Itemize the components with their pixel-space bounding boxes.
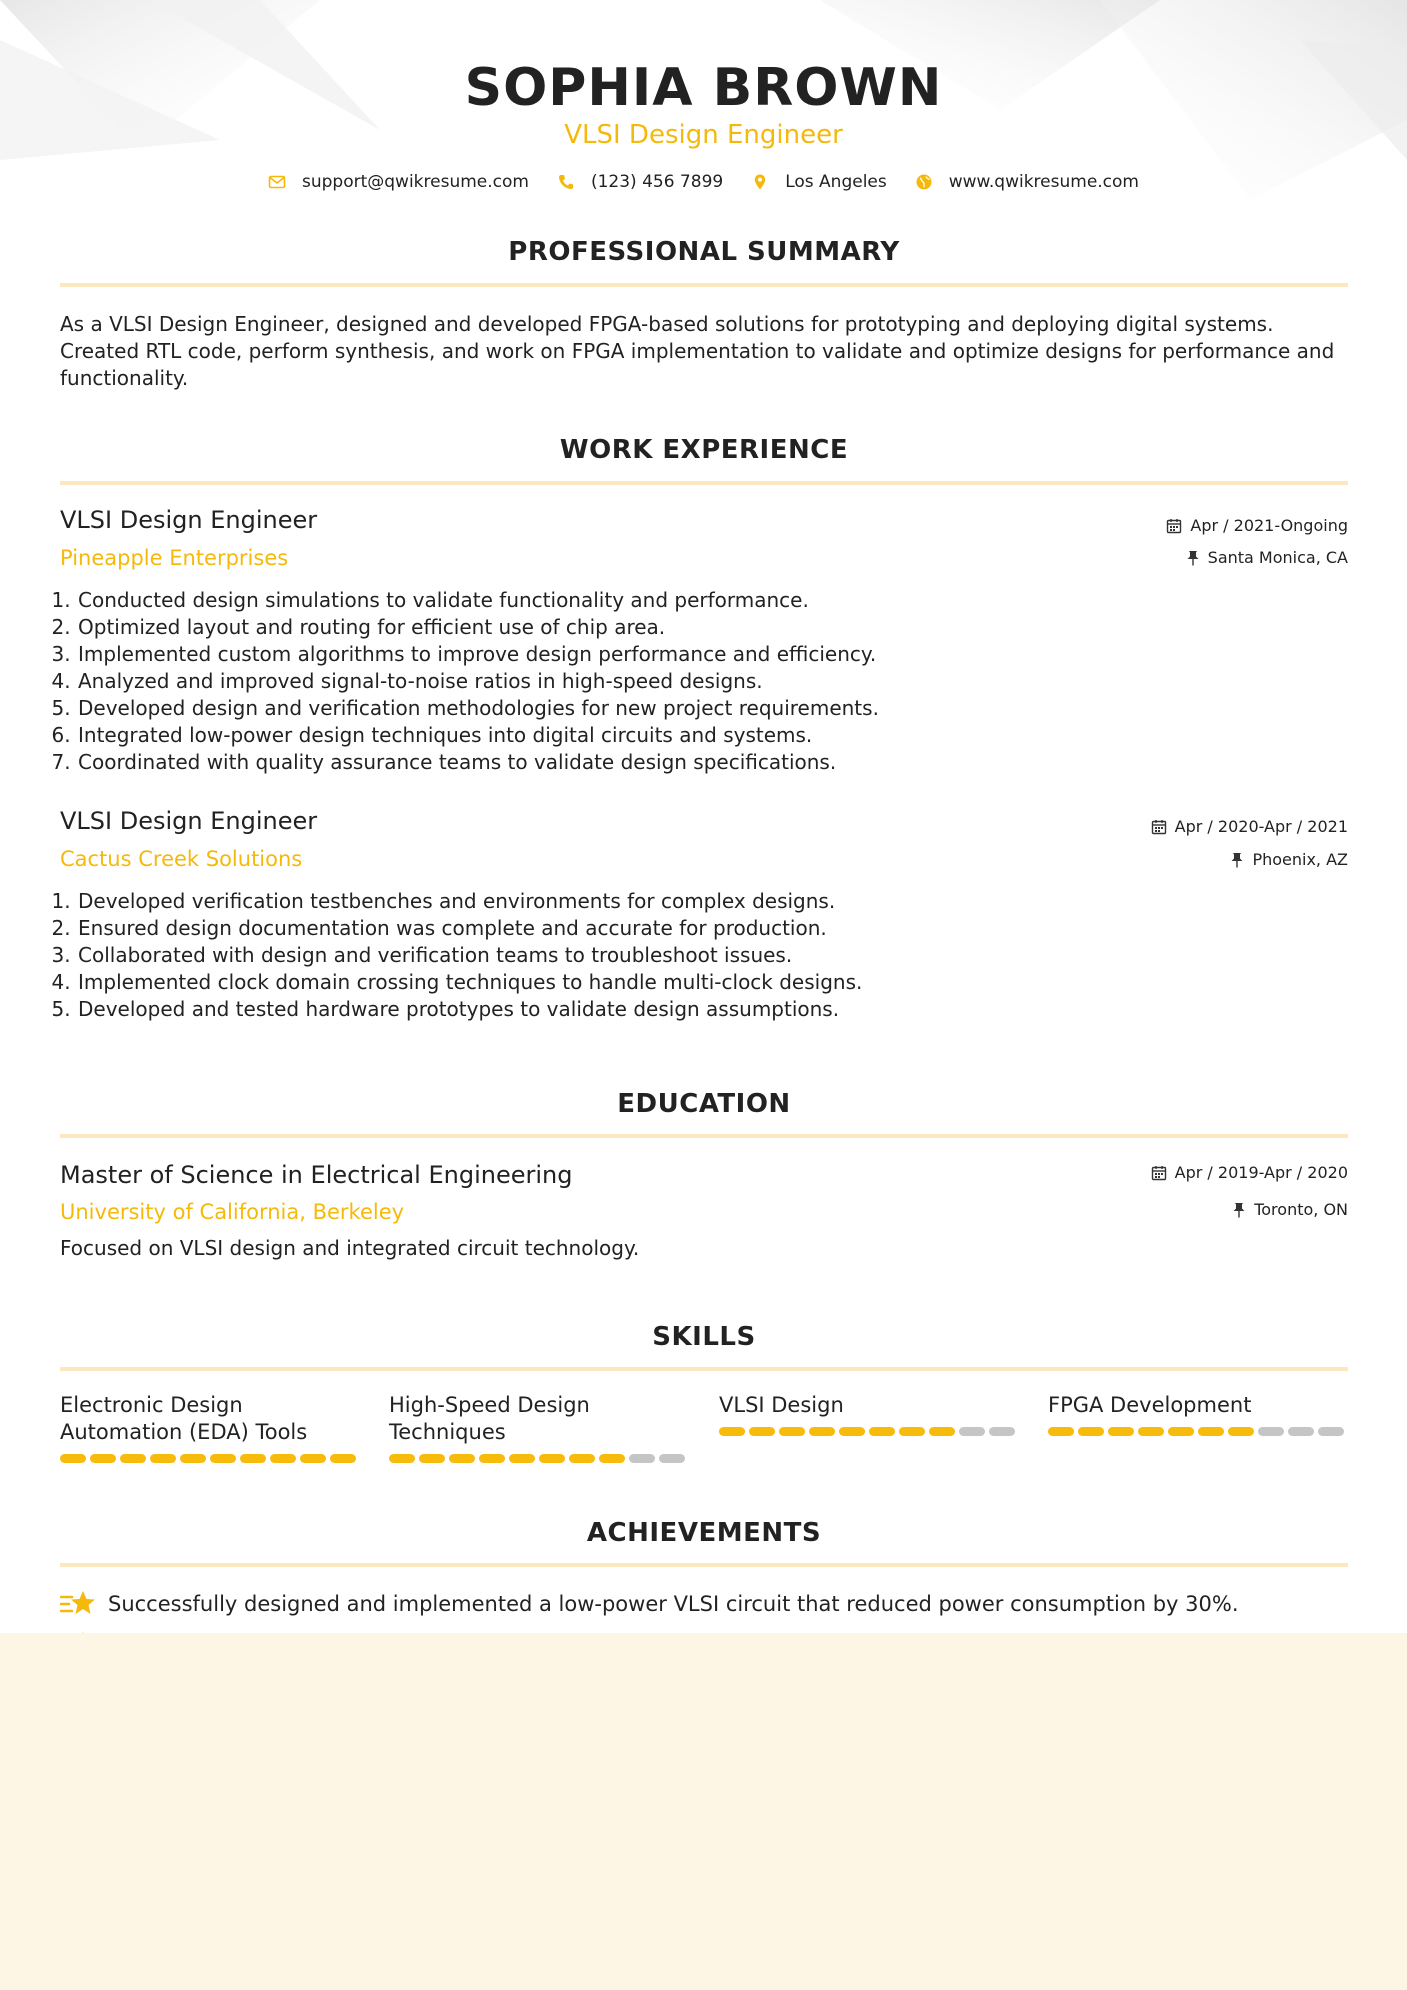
skill-dot-filled (210, 1454, 236, 1463)
list-item: 3. Collaborated with design and verification teams to troubleshoot issues. (77, 942, 1277, 969)
pushpin-icon (1230, 852, 1244, 868)
calendar-icon (1151, 1165, 1167, 1181)
skill-dot-filled (419, 1454, 445, 1463)
job-2-responsibilities (77, 888, 1277, 1023)
education-heading: EDUCATION (617, 1089, 791, 1119)
job-1-date (1166, 516, 1348, 535)
education-description: Focused on VLSI design and integrated circuit technology. (60, 1236, 640, 1260)
skill-dot-filled (839, 1427, 865, 1436)
skill-dot-filled (389, 1454, 415, 1463)
achievement-text: Successfully designed and implemented a low-power VLSI circuit that reduced power consumption by 30%. (108, 1592, 1239, 1616)
job-2-location-text: Phoenix, AZ (1252, 850, 1348, 869)
skill-dot-filled (869, 1427, 895, 1436)
list-item: 5. Developed and tested hardware prototypes to validate design assumptions. (77, 996, 1277, 1023)
skill-dot-empty (989, 1427, 1015, 1436)
skill-dot-filled (1198, 1427, 1224, 1436)
skill-dot-filled (509, 1454, 535, 1463)
skill-dot-empty (1288, 1427, 1314, 1436)
candidate-title: VLSI Design Engineer (564, 120, 843, 150)
achievements-divider (60, 1563, 1348, 1567)
contact-website[interactable] (915, 172, 1139, 192)
education-date-text: Apr / 2019-Apr / 2020 (1174, 1163, 1348, 1182)
job-2-date (1151, 817, 1348, 836)
list-item: 1. Developed verification testbenches and environments for complex designs. (77, 888, 1277, 915)
job-1-location-text: Santa Monica, CA (1207, 548, 1348, 567)
list-item: 7. Coordinated with quality assurance teams to validate design specifications. (77, 749, 1277, 776)
contact-email-text: support@qwikresume.com (302, 172, 529, 192)
skill-dot-empty (1318, 1427, 1344, 1436)
skill-dot-filled (599, 1454, 625, 1463)
skill-dot-filled (60, 1454, 86, 1463)
skill-dot-filled (1138, 1427, 1164, 1436)
education-degree: Master of Science in Electrical Engineering (60, 1161, 573, 1189)
skill-dot-filled (479, 1454, 505, 1463)
job-2-company: Cactus Creek Solutions (60, 847, 303, 871)
summary-heading: PROFESSIONAL SUMMARY (508, 237, 900, 267)
skill-dot-filled (1078, 1427, 1104, 1436)
page-cutoff-fill (0, 1633, 1407, 1990)
skill-dot-empty (659, 1454, 685, 1463)
skill-dot-filled (569, 1454, 595, 1463)
skill-item (719, 1392, 1019, 1436)
skill-name: FPGA Development (1048, 1393, 1252, 1417)
shooting-star-icon (60, 1589, 96, 1619)
skill-dot-empty (959, 1427, 985, 1436)
skill-dot-empty (629, 1454, 655, 1463)
list-item: 2. Ensured design documentation was complete and accurate for production. (77, 915, 1277, 942)
pushpin-icon (1232, 1202, 1246, 1218)
skill-level-bar (389, 1454, 689, 1463)
skill-name: Electronic Design Automation (EDA) Tools (60, 1393, 308, 1444)
list-item: 4. Analyzed and improved signal-to-noise ratios in high-speed designs. (77, 668, 1277, 695)
education-location (1232, 1200, 1348, 1219)
summary-text: As a VLSI Design Engineer, designed and developed FPGA-based solutions for prototyping and deploying digital systems. Created RTL code, perform synthesis, and work on FPGA implementation to validate and optimize designs for performance and functionality. (60, 312, 1335, 390)
skill-dot-filled (539, 1454, 565, 1463)
job-1-location (1186, 548, 1348, 567)
skill-dot-filled (749, 1427, 775, 1436)
job-2-date-text: Apr / 2020-Apr / 2021 (1174, 817, 1348, 836)
list-item: 3. Implemented custom algorithms to improve design performance and efficiency. (77, 641, 1277, 668)
skill-level-bar (60, 1454, 360, 1463)
skill-level-bar (719, 1427, 1019, 1436)
contact-email[interactable] (268, 172, 529, 192)
contact-website-text: www.qwikresume.com (948, 172, 1139, 192)
skill-dot-filled (899, 1427, 925, 1436)
education-date (1151, 1163, 1348, 1182)
education-school: University of California, Berkeley (60, 1200, 405, 1224)
skill-level-bar (1048, 1427, 1348, 1436)
list-item: 6. Integrated low-power design techniques into digital circuits and systems. (77, 722, 1277, 749)
calendar-icon (1166, 518, 1182, 534)
list-item: 5. Developed design and verification methodologies for new project requirements. (77, 695, 1277, 722)
skills-heading: SKILLS (652, 1322, 756, 1352)
skill-dot-filled (150, 1454, 176, 1463)
contact-phone-text: (123) 456 7899 (590, 172, 724, 192)
job-1-responsibilities (77, 587, 1277, 776)
skill-dot-filled (1168, 1427, 1194, 1436)
experience-divider (60, 481, 1348, 485)
contact-bar (0, 172, 1407, 192)
education-divider (60, 1134, 1348, 1138)
skill-item (60, 1392, 360, 1463)
job-2-location (1230, 850, 1348, 869)
globe-icon (915, 173, 933, 191)
pushpin-icon (1186, 550, 1200, 566)
job-1-title: VLSI Design Engineer (60, 506, 318, 534)
skill-name: VLSI Design (719, 1393, 844, 1417)
skill-dot-filled (929, 1427, 955, 1436)
skill-dot-filled (330, 1454, 356, 1463)
list-item: 1. Conducted design simulations to validate functionality and performance. (77, 587, 1277, 614)
skill-dot-filled (449, 1454, 475, 1463)
skill-dot-filled (1228, 1427, 1254, 1436)
skill-dot-filled (300, 1454, 326, 1463)
skill-dot-filled (719, 1427, 745, 1436)
achievements-heading: ACHIEVEMENTS (586, 1518, 822, 1548)
skill-dot-filled (90, 1454, 116, 1463)
skill-name: High-Speed Design Techniques (389, 1393, 590, 1444)
skill-dot-filled (1048, 1427, 1074, 1436)
skills-divider (60, 1367, 1348, 1371)
job-2-title: VLSI Design Engineer (60, 807, 318, 835)
summary-divider (60, 283, 1348, 287)
candidate-name: SOPHIA BROWN (464, 58, 943, 118)
contact-phone[interactable] (557, 172, 723, 192)
contact-location (751, 172, 887, 192)
skill-dot-filled (180, 1454, 206, 1463)
contact-location-text: Los Angeles (785, 172, 887, 192)
map-marker-icon (751, 173, 769, 191)
skill-dot-filled (240, 1454, 266, 1463)
experience-heading: WORK EXPERIENCE (559, 435, 849, 465)
education-location-text: Toronto, ON (1254, 1200, 1348, 1219)
skill-dot-empty (1258, 1427, 1284, 1436)
envelope-icon (268, 173, 286, 191)
skill-dot-filled (270, 1454, 296, 1463)
skill-item (389, 1392, 689, 1463)
phone-icon (557, 173, 575, 191)
skill-item (1048, 1392, 1348, 1436)
skill-dot-filled (1108, 1427, 1134, 1436)
job-1-company: Pineapple Enterprises (60, 546, 289, 570)
achievement-item (60, 1589, 1239, 1619)
skill-dot-filled (120, 1454, 146, 1463)
job-1-date-text: Apr / 2021-Ongoing (1190, 516, 1348, 535)
skill-dot-filled (779, 1427, 805, 1436)
skill-dot-filled (809, 1427, 835, 1436)
list-item: 4. Implemented clock domain crossing techniques to handle multi-clock designs. (77, 969, 1277, 996)
list-item: 2. Optimized layout and routing for efficient use of chip area. (77, 614, 1277, 641)
calendar-icon (1151, 819, 1167, 835)
